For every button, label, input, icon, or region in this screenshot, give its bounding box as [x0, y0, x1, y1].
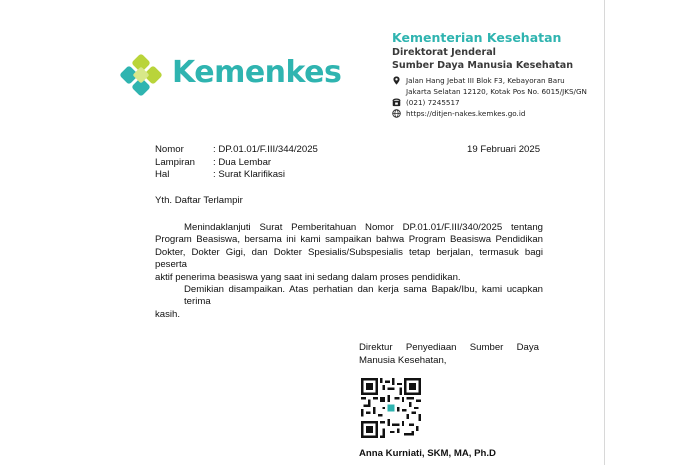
- paragraph-line: Menindaklanjuti Surat Pemberitahuan Nomor DP.01.01/F.III/340/2025 tentang: [184, 222, 543, 233]
- directorate-line-2: Sumber Daya Manusia Kesehatan: [392, 60, 574, 71]
- address-row: [392, 76, 587, 87]
- globe-icon: [392, 109, 402, 119]
- address-line-2: Jakarta Selatan 12120, Kotak Pos No. 6015/JKS/GN: [406, 87, 587, 96]
- kemenkes-logo-icon: [116, 50, 166, 100]
- meta-value: : DP.01.01/F.III/344/2025: [213, 144, 318, 155]
- website-row: [392, 109, 587, 120]
- logo-wordmark: Kemenkes: [172, 55, 342, 90]
- paragraph-line: aktif penerima beasiswa yang saat ini sedang dalam proses pendidikan.: [155, 271, 461, 283]
- salutation: Yth. Daftar Terlampir: [155, 195, 243, 206]
- signatory-title: [359, 342, 539, 367]
- signatory-name: Anna Kurniati, SKM, MA, Ph.D: [359, 448, 496, 459]
- meta-row-lampiran: [155, 157, 318, 170]
- body-paragraph-1: [155, 222, 543, 284]
- paragraph-line: kasih.: [155, 308, 181, 320]
- org-header: [392, 30, 592, 72]
- letter-date: 19 Februari 2025: [467, 144, 541, 155]
- meta-value: : Dua Lembar: [213, 156, 272, 168]
- phone-number: (021) 7245517: [406, 98, 460, 107]
- paragraph-line: Dokter, Dokter Gigi, dan Dokter Spesialis/Subspesialis tetap berjalan, termasuk bagi peserta: [155, 246, 543, 271]
- meta-row-hal: [155, 169, 318, 182]
- meta-label: Nomor: [155, 144, 184, 155]
- website-url[interactable]: https://ditjen-nakes.kemkes.go.id: [406, 109, 526, 118]
- signatory-title-line-1: Direktur Penyediaan Sumber Daya: [359, 342, 539, 353]
- address-row-2: [392, 87, 587, 98]
- address-line-1: Jalan Hang Jebat III Blok F3, Kebayoran Baru: [406, 76, 565, 85]
- phone-row: [392, 98, 587, 109]
- paragraph-line: Program Beasiswa, bersama ini kami sampaikan bahwa Program Beasiswa Pendidikan: [155, 234, 543, 246]
- viewer-background: [605, 0, 700, 465]
- signatory-title-line-2: Manusia Kesehatan,: [359, 354, 447, 366]
- qr-code-icon: [361, 378, 421, 438]
- meta-row-nomor: [155, 144, 318, 157]
- body-paragraph-2: [155, 284, 543, 321]
- location-pin-icon: [392, 76, 402, 86]
- ministry-name: Kementerian Kesehatan: [392, 30, 562, 45]
- directorate-line-1: Direktorat Jenderal: [392, 47, 496, 58]
- paragraph-line: Demikian disampaikan. Atas perhatian dan kerja sama Bapak/Ibu, kami ucapkan terima: [184, 284, 543, 308]
- phone-icon: [392, 98, 402, 108]
- letter-meta: [155, 144, 318, 182]
- meta-value: : Surat Klarifikasi: [213, 169, 285, 180]
- meta-label: Lampiran: [155, 156, 195, 168]
- contact-block: [392, 76, 587, 120]
- meta-label: Hal: [155, 169, 170, 180]
